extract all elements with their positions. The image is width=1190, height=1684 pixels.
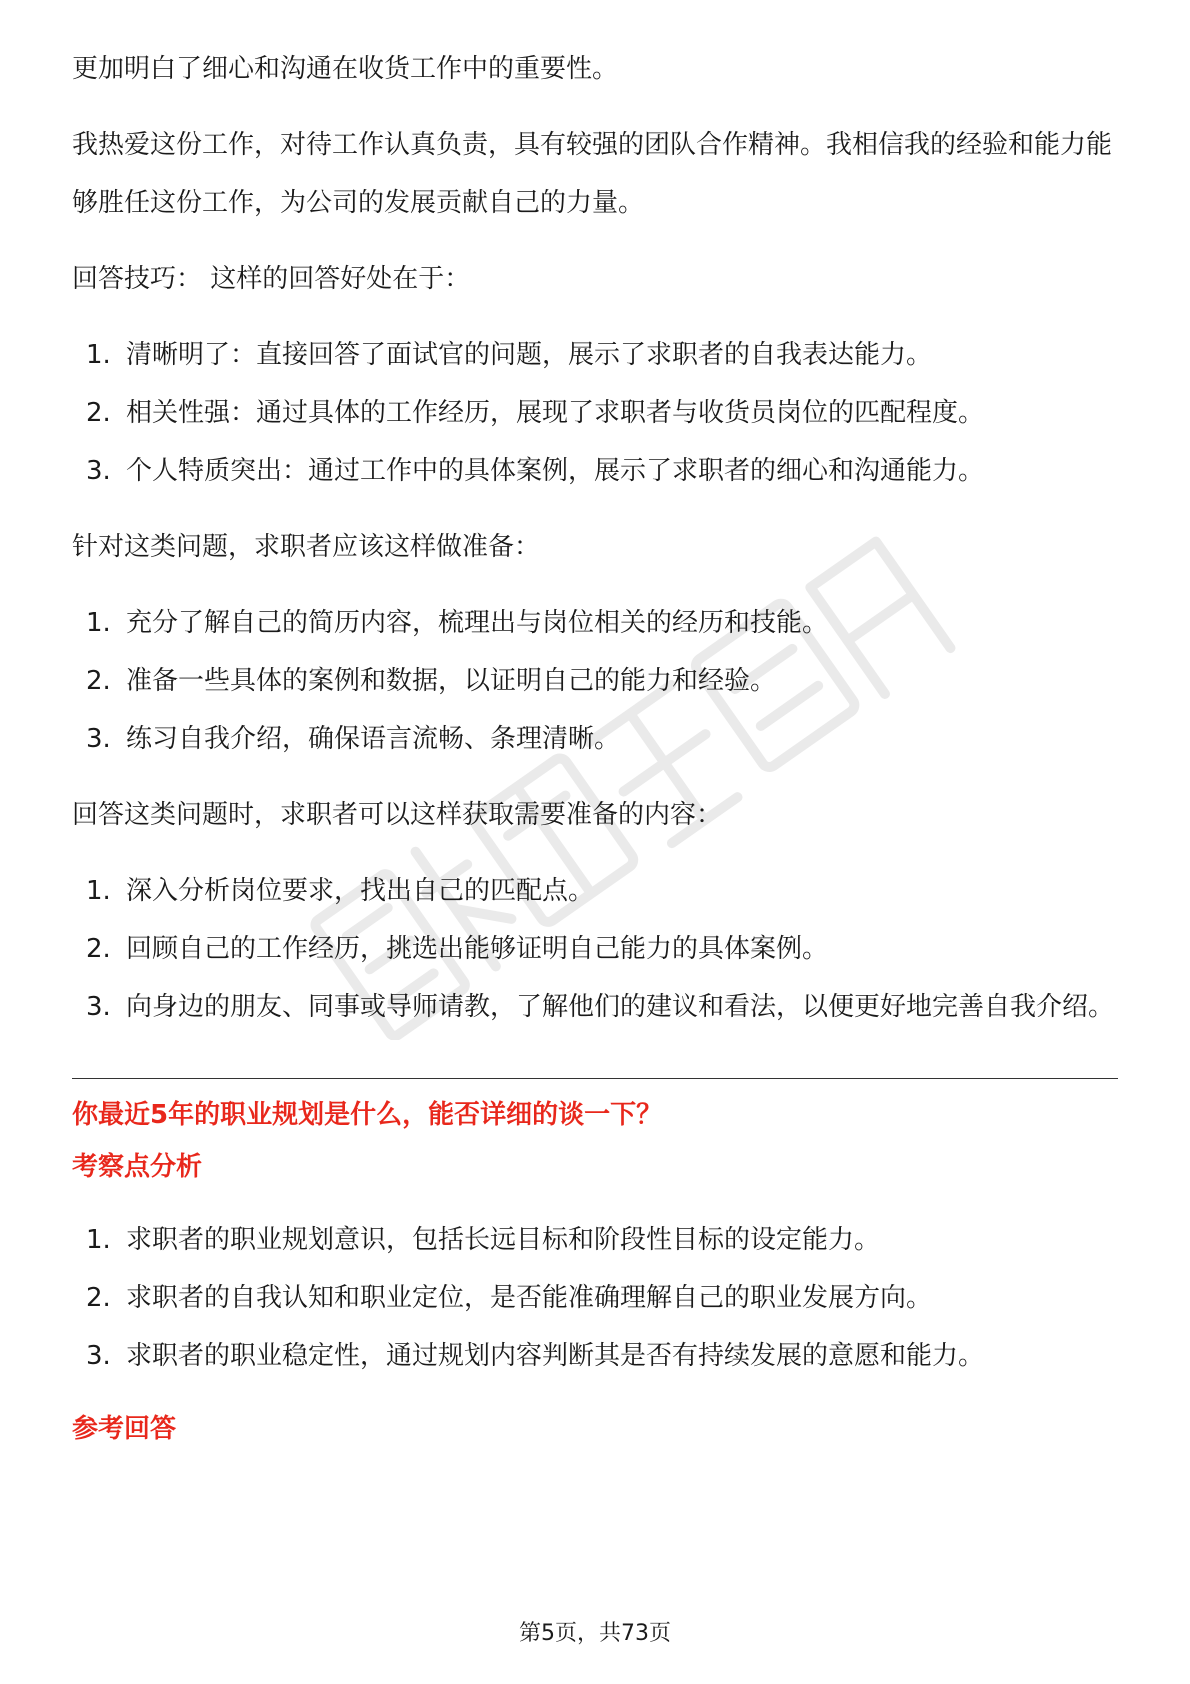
list-number: 3. [86, 992, 111, 1022]
analysis-list [72, 1211, 1118, 1385]
list-text: 向身边的朋友、同事或导师请教，了解他们的建议和看法，以便更好地完善自我介绍。 [126, 992, 1115, 1022]
list-item [72, 384, 1118, 442]
list-number: 2. [86, 666, 111, 696]
tips-heading: 回答技巧： 这样的回答好处在于： [72, 264, 471, 294]
list-text: 深入分析岗位要求，找出自己的匹配点。 [126, 876, 595, 906]
list-text: 相关性强：通过具体的工作经历，展现了求职者与收货员岗位的匹配程度。 [126, 398, 985, 428]
gather-list [72, 862, 1118, 1036]
list-item [72, 862, 1118, 920]
list-text: 充分了解自己的简历内容，梳理出与岗位相关的经历和技能。 [126, 608, 829, 638]
list-text: 求职者的职业稳定性，通过规划内容判断其是否有持续发展的意愿和能力。 [126, 1341, 985, 1371]
list-number: 1. [86, 608, 111, 638]
list-item [72, 1327, 1118, 1385]
love-paragraph: 我热爱这份工作，对待工作认真负责，具有较强的团队合作精神。我相信我的经验和能力能够胜任这份工作，为公司的发展贡献自己的力量。 [72, 130, 1113, 218]
reference-heading: 参考回答 [72, 1414, 177, 1444]
list-item [72, 652, 1118, 710]
list-item [72, 1211, 1118, 1269]
prep-heading: 针对这类问题，求职者应该这样做准备： [72, 532, 541, 562]
prep-list [72, 594, 1118, 768]
list-text: 准备一些具体的案例和数据，以证明自己的能力和经验。 [126, 666, 777, 696]
section-divider [72, 1078, 1118, 1079]
list-number: 2. [86, 934, 111, 964]
analysis-heading: 考察点分析 [72, 1152, 203, 1182]
gather-heading: 回答这类问题时，求职者可以这样获取需要准备的内容： [72, 800, 723, 830]
intro-tail-paragraph: 更加明白了细心和沟通在收货工作中的重要性。 [72, 54, 619, 84]
page-number-footer: 第5页，共73页 [519, 1621, 671, 1646]
list-item [72, 920, 1118, 978]
list-text: 求职者的职业规划意识，包括长远目标和阶段性目标的设定能力。 [126, 1225, 881, 1255]
list-number: 1. [86, 340, 111, 370]
list-number: 3. [86, 1341, 111, 1371]
list-number: 2. [86, 398, 111, 428]
list-number: 3. [86, 724, 111, 754]
list-item [72, 442, 1118, 500]
list-text: 回顾自己的工作经历，挑选出能够证明自己能力的具体案例。 [126, 934, 829, 964]
tips-list [72, 326, 1118, 500]
list-text: 练习自我介绍，确保语言流畅、条理清晰。 [126, 724, 621, 754]
list-item [72, 326, 1118, 384]
list-item [72, 710, 1118, 768]
list-item [72, 1269, 1118, 1327]
list-item [72, 978, 1118, 1036]
document-page [72, 40, 1118, 1455]
question-title: 你最近5年的职业规划是什么，能否详细的谈一下？ [72, 1100, 663, 1130]
list-number: 1. [86, 876, 111, 906]
list-text: 求职者的自我认知和职业定位，是否能准确理解自己的职业发展方向。 [126, 1283, 933, 1313]
list-number: 3. [86, 456, 111, 486]
list-number: 1. [86, 1225, 111, 1255]
list-text: 个人特质突出：通过工作中的具体案例，展示了求职者的细心和沟通能力。 [126, 456, 985, 486]
list-number: 2. [86, 1283, 111, 1313]
list-item [72, 594, 1118, 652]
list-text: 清晰明了：直接回答了面试官的问题，展示了求职者的自我表达能力。 [126, 340, 933, 370]
